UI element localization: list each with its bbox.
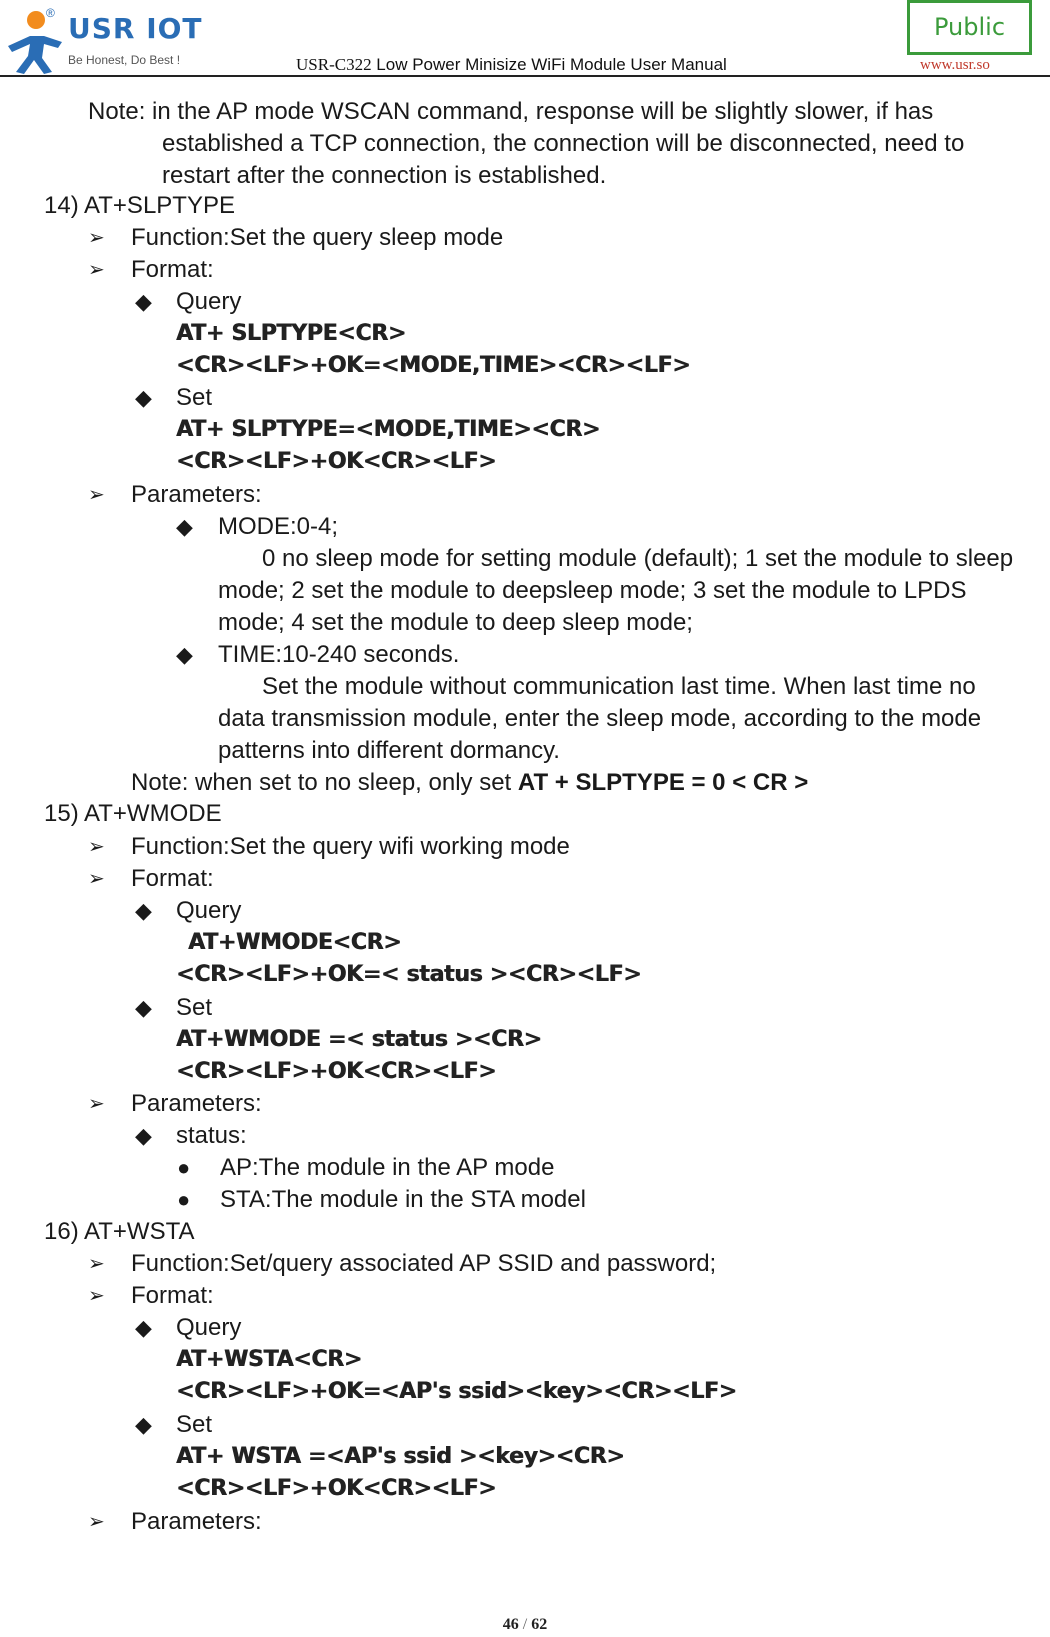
mode-label: MODE:0-4; bbox=[218, 513, 339, 540]
query-command: AT+ SLPTYPE<CR> bbox=[176, 321, 406, 346]
set-response: <CR><LF>+OK<CR><LF> bbox=[176, 1059, 497, 1084]
current-page: 46 bbox=[502, 1616, 519, 1633]
diamond-bullet-icon: ◆ bbox=[135, 1412, 152, 1437]
set-command: AT+WMODE =< status ><CR> bbox=[176, 1027, 542, 1052]
query-response: <CR><LF>+OK=<MODE,TIME><CR><LF> bbox=[176, 353, 691, 378]
note-line-3: restart after the connection is established. bbox=[162, 162, 607, 189]
status-ap: AP:The module in the AP mode bbox=[220, 1154, 555, 1181]
set-label: Set bbox=[176, 994, 213, 1021]
sleep-note-command: AT + SLPTYPE = 0 < CR > bbox=[517, 769, 809, 796]
query-label: Query bbox=[176, 897, 242, 924]
arrow-bullet-icon: ➢ bbox=[88, 259, 105, 281]
public-badge: Public bbox=[907, 0, 1032, 55]
function-text: Set the query sleep mode bbox=[229, 224, 504, 251]
time-desc-2: data transmission module, enter the sleep mode, according to the mode bbox=[218, 705, 982, 732]
parameters-label: Parameters: bbox=[131, 481, 262, 508]
section-heading-16: 16) AT+WSTA bbox=[44, 1218, 195, 1245]
function-label: Function: bbox=[131, 224, 230, 251]
function-text: Set the query wifi working mode bbox=[229, 833, 570, 860]
status-label: status: bbox=[176, 1122, 247, 1149]
note-line-1: Note: in the AP mode WSCAN command, response will be slightly slower, if has bbox=[88, 98, 934, 125]
arrow-bullet-icon: ➢ bbox=[88, 227, 105, 249]
query-label: Query bbox=[176, 1314, 242, 1341]
registered-mark: ® bbox=[46, 6, 55, 20]
function-label: Function: bbox=[131, 1250, 230, 1277]
diamond-bullet-icon: ◆ bbox=[176, 642, 193, 667]
sleep-note bbox=[131, 769, 808, 797]
arrow-bullet-icon: ➢ bbox=[88, 484, 105, 506]
arrow-bullet-icon: ➢ bbox=[88, 1511, 105, 1533]
arrow-bullet-icon: ➢ bbox=[88, 1093, 105, 1115]
arrow-bullet-icon: ➢ bbox=[88, 1253, 105, 1275]
sleep-note-text: Note: when set to no sleep, only set bbox=[131, 769, 518, 796]
function-line bbox=[131, 833, 570, 861]
brand-name: USR IOT bbox=[68, 12, 203, 45]
dot-bullet-icon: ● bbox=[177, 1187, 191, 1212]
query-response: <CR><LF>+OK=< status ><CR><LF> bbox=[176, 962, 642, 987]
mode-desc-1: 0 no sleep mode for setting module (default); 1 set the module to sleep bbox=[262, 545, 1014, 572]
function-text: Set/query associated AP SSID and password; bbox=[229, 1250, 717, 1277]
page-number bbox=[0, 1616, 1050, 1634]
parameters-label: Parameters: bbox=[131, 1090, 262, 1117]
parameters-label: Parameters: bbox=[131, 1508, 262, 1535]
time-desc-3: patterns into different dormancy. bbox=[218, 737, 560, 764]
document-title-rest: Low Power Minisize WiFi Module User Manual bbox=[371, 55, 727, 74]
status-sta: STA:The module in the STA model bbox=[220, 1186, 586, 1213]
format-label: Format: bbox=[131, 256, 214, 283]
website-url: www.usr.so bbox=[920, 57, 990, 73]
diamond-bullet-icon: ◆ bbox=[135, 995, 152, 1020]
query-command: AT+WSTA<CR> bbox=[176, 1347, 362, 1372]
mode-desc-2: mode; 2 set the module to deepsleep mode; 3 set the module to LPDS bbox=[218, 577, 967, 604]
time-label: TIME:10-240 seconds. bbox=[218, 641, 460, 668]
diamond-bullet-icon: ◆ bbox=[135, 385, 152, 410]
note-line-2: established a TCP connection, the connection will be disconnected, need to bbox=[162, 130, 965, 157]
arrow-bullet-icon: ➢ bbox=[88, 1285, 105, 1307]
page-header bbox=[0, 0, 1050, 78]
header-divider bbox=[0, 75, 1050, 77]
function-line bbox=[131, 224, 503, 252]
set-label: Set bbox=[176, 1411, 213, 1438]
diamond-bullet-icon: ◆ bbox=[135, 289, 152, 314]
time-desc-1: Set the module without communication last time. When last time no bbox=[262, 673, 976, 700]
function-label: Function: bbox=[131, 833, 230, 860]
page-separator: / bbox=[518, 1616, 532, 1633]
function-line bbox=[131, 1250, 716, 1278]
diamond-bullet-icon: ◆ bbox=[135, 1123, 152, 1148]
document-model: USR-C322 bbox=[296, 55, 372, 74]
diamond-bullet-icon: ◆ bbox=[176, 514, 193, 539]
mode-desc-3: mode; 4 set the module to deep sleep mode; bbox=[218, 609, 693, 636]
query-response: <CR><LF>+OK=<AP's ssid><key><CR><LF> bbox=[176, 1379, 737, 1404]
brand-slogan: Be Honest, Do Best ! bbox=[68, 53, 181, 67]
set-command: AT+ WSTA =<AP's ssid ><key><CR> bbox=[176, 1444, 625, 1469]
dot-bullet-icon: ● bbox=[177, 1155, 191, 1180]
set-response: <CR><LF>+OK<CR><LF> bbox=[176, 1476, 497, 1501]
arrow-bullet-icon: ➢ bbox=[88, 836, 105, 858]
document-title bbox=[296, 55, 727, 75]
set-label: Set bbox=[176, 384, 213, 411]
arrow-bullet-icon: ➢ bbox=[88, 868, 105, 890]
query-label: Query bbox=[176, 288, 242, 315]
set-response: <CR><LF>+OK<CR><LF> bbox=[176, 449, 497, 474]
set-command: AT+ SLPTYPE=<MODE,TIME><CR> bbox=[176, 417, 601, 442]
total-pages: 62 bbox=[531, 1616, 548, 1633]
query-command: AT+WMODE<CR> bbox=[188, 930, 402, 955]
format-label: Format: bbox=[131, 865, 214, 892]
diamond-bullet-icon: ◆ bbox=[135, 898, 152, 923]
section-heading-15: 15) AT+WMODE bbox=[44, 800, 222, 827]
section-heading-14: 14) AT+SLPTYPE bbox=[44, 192, 235, 219]
diamond-bullet-icon: ◆ bbox=[135, 1315, 152, 1340]
format-label: Format: bbox=[131, 1282, 214, 1309]
